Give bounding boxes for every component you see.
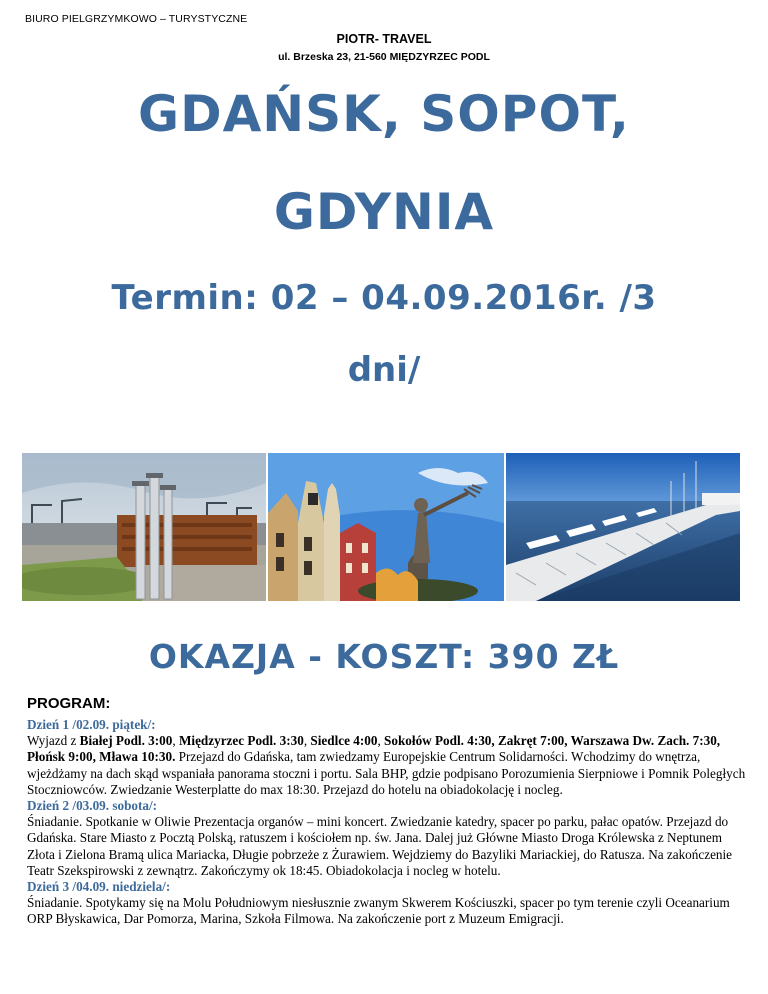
photo-neptune-fountain (268, 453, 504, 601)
photo-collage (22, 453, 740, 601)
term-line-1: Termin: 02 – 04.09.2016r. /3 (111, 278, 657, 318)
program-heading: PROGRAM: (27, 695, 111, 712)
agency-name: BIURO PIELGRZYMKOWO – TURYSTYCZNE (25, 13, 248, 25)
day1-title: Dzień 1 /02.09. piątek/: (27, 717, 156, 732)
photo-gdansk-shipyard (22, 453, 266, 601)
program-body (27, 717, 749, 928)
company-address: ul. Brzeska 23, 21-560 MIĘDZYRZEC PODL (278, 51, 490, 63)
day2-title: Dzień 2 /03.09. sobota/: (27, 798, 158, 814)
title-line-1: GDAŃSK, SOPOT, (138, 85, 630, 143)
day2-text: Śniadanie. Spotkanie w Oliwie Prezentacja organów – mini koncert. Zwiedzanie katedry, spacer po parku, pałac opatów. Przejazd do Gdańska. Stare Miasto z Pocztą Polską, ratuszem i kościołem np. św. Jana. Dalej już Główne Miasto Droga Królewska z Neptunem Złota i Zielona Bramą ulica Mariacka, Długie pobrzeże z Żurawiem. Wejdziemy do Bazyliki Mariackiej, do Ratusza. Na zakończenie Teatr Szekspirowski z zewnątrz. Zakończymy ok 18:45. Obiadokolacja i nocleg w hotelu. (27, 814, 733, 878)
day1-text: Wyjazd z Białej Podl. 3:00, Międzyrzec Podl. 3:30, Siedlce 4:00, Sokołów Podl. 4:30, Zakręt 7:00, Warszawa Dw. Zach. 7:30, Płońsk 9:00, Mława 10:30. Przejazd do Gdańska, tam zwiedzamy Europejskie Centrum Solidarności. Wchodzimy do wnętrza, wjeżdżamy na dach skąd wspaniała panorama stoczni i portu. Sala BHP, gdzie podpisano Porozumienia Sierpniowe i Pomnik Poległych Stoczniowców. Zwiedzanie Westerplatte do max 18:30. Przejazd do hotelu na obiadokolację i nocleg. (27, 733, 746, 797)
offer-price: OKAZJA - KOSZT: 390 ZŁ (148, 637, 620, 676)
day3-text: Śniadanie. Spotykamy się na Molu Południowym niesłusznie zwanym Skwerem Kościuszki, spacer po tym terenie czyli Oceanarium ORP Błyskawica, Dar Pomorza, Marina, Szkoła Filmowa. Na zakończenie port z Muzeum Emigracji. (27, 895, 730, 927)
day3-title: Dzień 3 /04.09. niedziela/: (27, 879, 171, 895)
title-line-2: GDYNIA (273, 183, 495, 241)
term-line-2: dni/ (347, 350, 421, 390)
company-name: PIOTR- TRAVEL (336, 32, 432, 46)
photo-sopot-pier (506, 453, 740, 601)
